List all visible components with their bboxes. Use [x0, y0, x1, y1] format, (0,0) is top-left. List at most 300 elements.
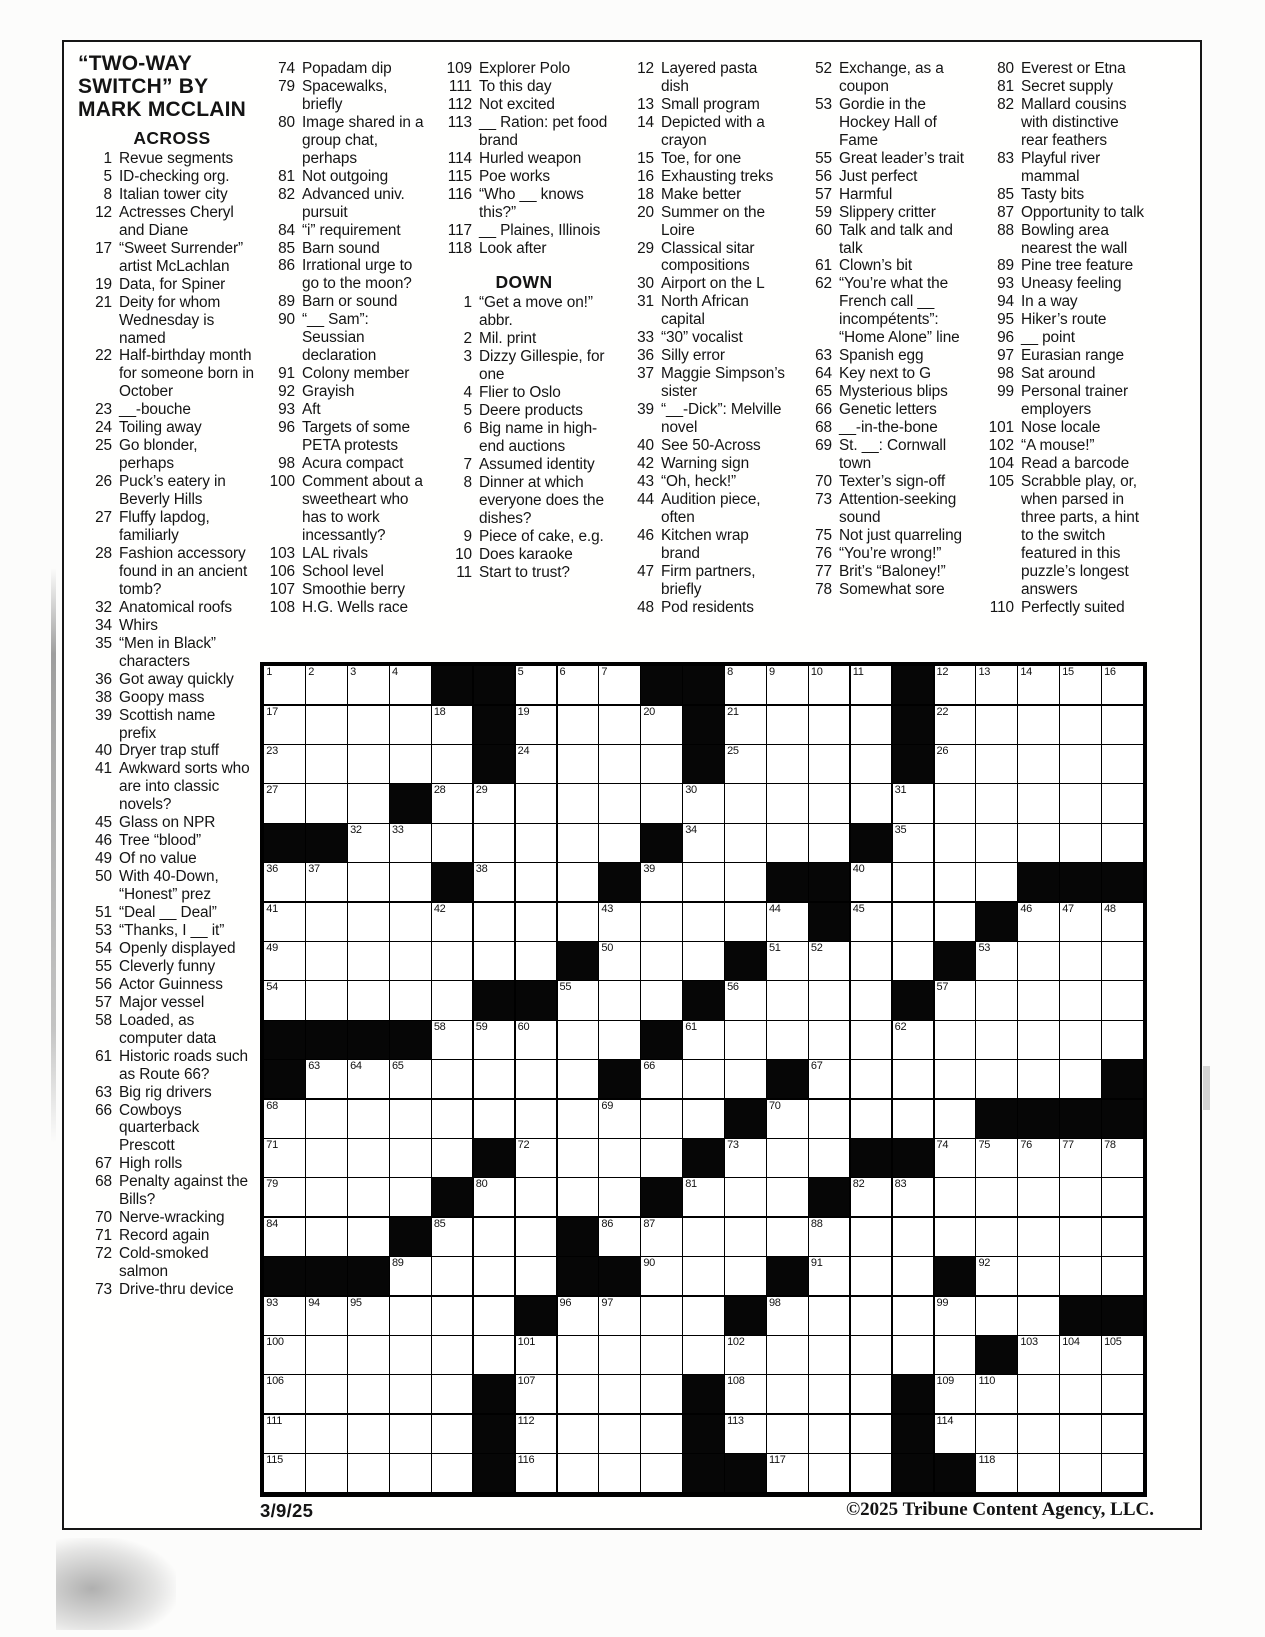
cell-r20c5[interactable] — [432, 1415, 473, 1453]
cell-r2c8[interactable] — [558, 706, 599, 744]
cell-r10c7[interactable] — [516, 1021, 557, 1059]
cell-r1c4[interactable] — [390, 666, 431, 704]
cell-r20c13[interactable] — [767, 1415, 808, 1453]
cell-r17c19[interactable] — [1018, 1297, 1059, 1335]
cell-r13c8[interactable] — [558, 1139, 599, 1177]
cell-r18c17[interactable] — [935, 1336, 976, 1374]
cell-r5c19[interactable] — [1018, 824, 1059, 862]
cell-r5c3[interactable] — [348, 824, 389, 862]
cell-r7c11[interactable] — [683, 903, 724, 941]
cell-r19c12[interactable] — [725, 1375, 766, 1413]
cell-r2c17[interactable] — [935, 706, 976, 744]
cell-r4c13[interactable] — [767, 784, 808, 822]
cell-r6c16[interactable] — [893, 863, 934, 901]
cell-r4c11[interactable] — [683, 784, 724, 822]
cell-r4c21[interactable] — [1102, 784, 1143, 822]
cell-r10c13[interactable] — [767, 1021, 808, 1059]
cell-r11c5[interactable] — [432, 1060, 473, 1098]
cell-r6c2[interactable] — [306, 863, 347, 901]
cell-r8c14[interactable] — [809, 942, 850, 980]
cell-r10c19[interactable] — [1018, 1021, 1059, 1059]
cell-r18c13[interactable] — [767, 1336, 808, 1374]
cell-r14c3[interactable] — [348, 1178, 389, 1216]
cell-r21c9[interactable] — [599, 1454, 640, 1492]
cell-r8c15[interactable] — [851, 942, 892, 980]
cell-r7c20[interactable] — [1060, 903, 1101, 941]
cell-r5c11[interactable] — [683, 824, 724, 862]
cell-r16c19[interactable] — [1018, 1257, 1059, 1295]
cell-r19c9[interactable] — [599, 1375, 640, 1413]
cell-r1c3[interactable] — [348, 666, 389, 704]
cell-r17c4[interactable] — [390, 1297, 431, 1335]
cell-r12c13[interactable] — [767, 1100, 808, 1138]
cell-r6c6[interactable] — [474, 863, 515, 901]
cell-r19c17[interactable] — [935, 1375, 976, 1413]
cell-r15c15[interactable] — [851, 1218, 892, 1256]
cell-r12c3[interactable] — [348, 1100, 389, 1138]
cell-r16c4[interactable] — [390, 1257, 431, 1295]
cell-r13c3[interactable] — [348, 1139, 389, 1177]
cell-r9c2[interactable] — [306, 981, 347, 1019]
cell-r18c7[interactable] — [516, 1336, 557, 1374]
cell-r3c12[interactable] — [725, 745, 766, 783]
cell-r21c4[interactable] — [390, 1454, 431, 1492]
cell-r21c19[interactable] — [1018, 1454, 1059, 1492]
cell-r12c2[interactable] — [306, 1100, 347, 1138]
cell-r4c9[interactable] — [599, 784, 640, 822]
cell-r4c16[interactable] — [893, 784, 934, 822]
cell-r19c20[interactable] — [1060, 1375, 1101, 1413]
cell-r17c8[interactable] — [558, 1297, 599, 1335]
cell-r15c14[interactable] — [809, 1218, 850, 1256]
cell-r13c21[interactable] — [1102, 1139, 1143, 1177]
cell-r8c10[interactable] — [641, 942, 682, 980]
cell-r11c15[interactable] — [851, 1060, 892, 1098]
cell-r5c21[interactable] — [1102, 824, 1143, 862]
cell-r18c2[interactable] — [306, 1336, 347, 1374]
cell-r6c8[interactable] — [558, 863, 599, 901]
cell-r14c1[interactable] — [264, 1178, 305, 1216]
cell-r11c17[interactable] — [935, 1060, 976, 1098]
cell-r9c14[interactable] — [809, 981, 850, 1019]
cell-r15c20[interactable] — [1060, 1218, 1101, 1256]
cell-r13c13[interactable] — [767, 1139, 808, 1177]
cell-r13c10[interactable] — [641, 1139, 682, 1177]
cell-r19c8[interactable] — [558, 1375, 599, 1413]
cell-r17c16[interactable] — [893, 1297, 934, 1335]
cell-r5c5[interactable] — [432, 824, 473, 862]
cell-r16c6[interactable] — [474, 1257, 515, 1295]
cell-r2c7[interactable] — [516, 706, 557, 744]
cell-r9c17[interactable] — [935, 981, 976, 1019]
cell-r1c7[interactable] — [516, 666, 557, 704]
cell-r10c17[interactable] — [935, 1021, 976, 1059]
cell-r3c3[interactable] — [348, 745, 389, 783]
cell-r5c9[interactable] — [599, 824, 640, 862]
cell-r17c3[interactable] — [348, 1297, 389, 1335]
cell-r16c12[interactable] — [725, 1257, 766, 1295]
cell-r18c5[interactable] — [432, 1336, 473, 1374]
cell-r7c3[interactable] — [348, 903, 389, 941]
cell-r4c15[interactable] — [851, 784, 892, 822]
cell-r4c17[interactable] — [935, 784, 976, 822]
cell-r7c15[interactable] — [851, 903, 892, 941]
cell-r10c16[interactable] — [893, 1021, 934, 1059]
cell-r19c13[interactable] — [767, 1375, 808, 1413]
cell-r7c6[interactable] — [474, 903, 515, 941]
cell-r21c3[interactable] — [348, 1454, 389, 1492]
cell-r6c18[interactable] — [976, 863, 1017, 901]
cell-r7c13[interactable] — [767, 903, 808, 941]
cell-r1c8[interactable] — [558, 666, 599, 704]
cell-r4c1[interactable] — [264, 784, 305, 822]
cell-r12c7[interactable] — [516, 1100, 557, 1138]
cell-r7c5[interactable] — [432, 903, 473, 941]
cell-r18c11[interactable] — [683, 1336, 724, 1374]
cell-r20c21[interactable] — [1102, 1415, 1143, 1453]
cell-r21c15[interactable] — [851, 1454, 892, 1492]
cell-r9c8[interactable] — [558, 981, 599, 1019]
cell-r10c14[interactable] — [809, 1021, 850, 1059]
cell-r12c11[interactable] — [683, 1100, 724, 1138]
cell-r14c9[interactable] — [599, 1178, 640, 1216]
cell-r13c5[interactable] — [432, 1139, 473, 1177]
cell-r1c19[interactable] — [1018, 666, 1059, 704]
cell-r3c19[interactable] — [1018, 745, 1059, 783]
cell-r18c21[interactable] — [1102, 1336, 1143, 1374]
cell-r12c1[interactable] — [264, 1100, 305, 1138]
cell-r1c12[interactable] — [725, 666, 766, 704]
cell-r5c4[interactable] — [390, 824, 431, 862]
cell-r17c6[interactable] — [474, 1297, 515, 1335]
cell-r8c13[interactable] — [767, 942, 808, 980]
cell-r16c15[interactable] — [851, 1257, 892, 1295]
cell-r18c12[interactable] — [725, 1336, 766, 1374]
cell-r13c7[interactable] — [516, 1139, 557, 1177]
cell-r3c2[interactable] — [306, 745, 347, 783]
cell-r4c8[interactable] — [558, 784, 599, 822]
cell-r3c18[interactable] — [976, 745, 1017, 783]
cell-r12c14[interactable] — [809, 1100, 850, 1138]
cell-r21c18[interactable] — [976, 1454, 1017, 1492]
cell-r14c6[interactable] — [474, 1178, 515, 1216]
cell-r18c20[interactable] — [1060, 1336, 1101, 1374]
cell-r2c9[interactable] — [599, 706, 640, 744]
cell-r3c17[interactable] — [935, 745, 976, 783]
cell-r5c16[interactable] — [893, 824, 934, 862]
cell-r21c14[interactable] — [809, 1454, 850, 1492]
cell-r8c5[interactable] — [432, 942, 473, 980]
cell-r15c1[interactable] — [264, 1218, 305, 1256]
cell-r6c12[interactable] — [725, 863, 766, 901]
cell-r17c14[interactable] — [809, 1297, 850, 1335]
cell-r14c18[interactable] — [976, 1178, 1017, 1216]
cell-r19c21[interactable] — [1102, 1375, 1143, 1413]
cell-r16c5[interactable] — [432, 1257, 473, 1295]
cell-r5c14[interactable] — [809, 824, 850, 862]
cell-r2c4[interactable] — [390, 706, 431, 744]
cell-r4c7[interactable] — [516, 784, 557, 822]
cell-r18c15[interactable] — [851, 1336, 892, 1374]
cell-r8c20[interactable] — [1060, 942, 1101, 980]
cell-r2c15[interactable] — [851, 706, 892, 744]
cell-r7c16[interactable] — [893, 903, 934, 941]
cell-r9c18[interactable] — [976, 981, 1017, 1019]
cell-r9c20[interactable] — [1060, 981, 1101, 1019]
cell-r16c21[interactable] — [1102, 1257, 1143, 1295]
cell-r6c17[interactable] — [935, 863, 976, 901]
cell-r6c1[interactable] — [264, 863, 305, 901]
cell-r15c13[interactable] — [767, 1218, 808, 1256]
cell-r3c4[interactable] — [390, 745, 431, 783]
cell-r10c9[interactable] — [599, 1021, 640, 1059]
cell-r11c6[interactable] — [474, 1060, 515, 1098]
cell-r18c16[interactable] — [893, 1336, 934, 1374]
cell-r9c15[interactable] — [851, 981, 892, 1019]
cell-r15c19[interactable] — [1018, 1218, 1059, 1256]
cell-r19c10[interactable] — [641, 1375, 682, 1413]
cell-r4c6[interactable] — [474, 784, 515, 822]
cell-r6c15[interactable] — [851, 863, 892, 901]
cell-r8c19[interactable] — [1018, 942, 1059, 980]
cell-r1c17[interactable] — [935, 666, 976, 704]
cell-r16c14[interactable] — [809, 1257, 850, 1295]
cell-r8c2[interactable] — [306, 942, 347, 980]
cell-r21c1[interactable] — [264, 1454, 305, 1492]
cell-r4c14[interactable] — [809, 784, 850, 822]
cell-r8c6[interactable] — [474, 942, 515, 980]
cell-r15c9[interactable] — [599, 1218, 640, 1256]
cell-r10c5[interactable] — [432, 1021, 473, 1059]
cell-r5c17[interactable] — [935, 824, 976, 862]
cell-r14c11[interactable] — [683, 1178, 724, 1216]
cell-r12c5[interactable] — [432, 1100, 473, 1138]
cell-r12c10[interactable] — [641, 1100, 682, 1138]
cell-r2c5[interactable] — [432, 706, 473, 744]
cell-r6c11[interactable] — [683, 863, 724, 901]
cell-r13c12[interactable] — [725, 1139, 766, 1177]
cell-r1c21[interactable] — [1102, 666, 1143, 704]
cell-r1c1[interactable] — [264, 666, 305, 704]
cell-r14c21[interactable] — [1102, 1178, 1143, 1216]
cell-r7c17[interactable] — [935, 903, 976, 941]
cell-r7c10[interactable] — [641, 903, 682, 941]
cell-r15c5[interactable] — [432, 1218, 473, 1256]
cell-r5c18[interactable] — [976, 824, 1017, 862]
cell-r3c15[interactable] — [851, 745, 892, 783]
cell-r17c1[interactable] — [264, 1297, 305, 1335]
cell-r14c4[interactable] — [390, 1178, 431, 1216]
cell-r12c9[interactable] — [599, 1100, 640, 1138]
cell-r4c18[interactable] — [976, 784, 1017, 822]
cell-r15c21[interactable] — [1102, 1218, 1143, 1256]
cell-r11c20[interactable] — [1060, 1060, 1101, 1098]
cell-r18c10[interactable] — [641, 1336, 682, 1374]
cell-r11c8[interactable] — [558, 1060, 599, 1098]
cell-r19c18[interactable] — [976, 1375, 1017, 1413]
cell-r4c5[interactable] — [432, 784, 473, 822]
cell-r17c5[interactable] — [432, 1297, 473, 1335]
cell-r9c10[interactable] — [641, 981, 682, 1019]
cell-r17c2[interactable] — [306, 1297, 347, 1335]
cell-r20c3[interactable] — [348, 1415, 389, 1453]
cell-r8c7[interactable] — [516, 942, 557, 980]
cell-r16c18[interactable] — [976, 1257, 1017, 1295]
cell-r9c1[interactable] — [264, 981, 305, 1019]
cell-r7c21[interactable] — [1102, 903, 1143, 941]
cell-r5c12[interactable] — [725, 824, 766, 862]
cell-r3c14[interactable] — [809, 745, 850, 783]
cell-r15c18[interactable] — [976, 1218, 1017, 1256]
cell-r3c8[interactable] — [558, 745, 599, 783]
cell-r5c6[interactable] — [474, 824, 515, 862]
cell-r15c10[interactable] — [641, 1218, 682, 1256]
cell-r8c1[interactable] — [264, 942, 305, 980]
cell-r11c3[interactable] — [348, 1060, 389, 1098]
cell-r13c17[interactable] — [935, 1139, 976, 1177]
cell-r19c19[interactable] — [1018, 1375, 1059, 1413]
cell-r20c8[interactable] — [558, 1415, 599, 1453]
cell-r11c19[interactable] — [1018, 1060, 1059, 1098]
cell-r20c10[interactable] — [641, 1415, 682, 1453]
cell-r2c21[interactable] — [1102, 706, 1143, 744]
cell-r9c4[interactable] — [390, 981, 431, 1019]
cell-r7c7[interactable] — [516, 903, 557, 941]
cell-r15c3[interactable] — [348, 1218, 389, 1256]
cell-r3c5[interactable] — [432, 745, 473, 783]
cell-r14c2[interactable] — [306, 1178, 347, 1216]
cell-r2c19[interactable] — [1018, 706, 1059, 744]
cell-r18c8[interactable] — [558, 1336, 599, 1374]
cell-r9c13[interactable] — [767, 981, 808, 1019]
cell-r21c7[interactable] — [516, 1454, 557, 1492]
cell-r2c18[interactable] — [976, 706, 1017, 744]
cell-r16c10[interactable] — [641, 1257, 682, 1295]
cell-r8c11[interactable] — [683, 942, 724, 980]
cell-r11c2[interactable] — [306, 1060, 347, 1098]
cell-r18c1[interactable] — [264, 1336, 305, 1374]
cell-r18c19[interactable] — [1018, 1336, 1059, 1374]
cell-r7c9[interactable] — [599, 903, 640, 941]
cell-r9c5[interactable] — [432, 981, 473, 1019]
cell-r6c10[interactable] — [641, 863, 682, 901]
cell-r9c9[interactable] — [599, 981, 640, 1019]
cell-r8c3[interactable] — [348, 942, 389, 980]
cell-r19c5[interactable] — [432, 1375, 473, 1413]
cell-r3c21[interactable] — [1102, 745, 1143, 783]
cell-r5c20[interactable] — [1060, 824, 1101, 862]
cell-r17c9[interactable] — [599, 1297, 640, 1335]
cell-r1c2[interactable] — [306, 666, 347, 704]
cell-r6c7[interactable] — [516, 863, 557, 901]
cell-r6c4[interactable] — [390, 863, 431, 901]
cell-r7c2[interactable] — [306, 903, 347, 941]
cell-r15c6[interactable] — [474, 1218, 515, 1256]
cell-r6c3[interactable] — [348, 863, 389, 901]
cell-r8c16[interactable] — [893, 942, 934, 980]
cell-r13c9[interactable] — [599, 1139, 640, 1177]
cell-r12c8[interactable] — [558, 1100, 599, 1138]
cell-r12c16[interactable] — [893, 1100, 934, 1138]
cell-r15c11[interactable] — [683, 1218, 724, 1256]
cell-r15c16[interactable] — [893, 1218, 934, 1256]
cell-r13c18[interactable] — [976, 1139, 1017, 1177]
cell-r20c1[interactable] — [264, 1415, 305, 1453]
cell-r4c10[interactable] — [641, 784, 682, 822]
cell-r10c12[interactable] — [725, 1021, 766, 1059]
cell-r20c17[interactable] — [935, 1415, 976, 1453]
cell-r4c20[interactable] — [1060, 784, 1101, 822]
cell-r17c10[interactable] — [641, 1297, 682, 1335]
cell-r9c12[interactable] — [725, 981, 766, 1019]
cell-r20c14[interactable] — [809, 1415, 850, 1453]
cell-r9c3[interactable] — [348, 981, 389, 1019]
cell-r1c18[interactable] — [976, 666, 1017, 704]
cell-r14c16[interactable] — [893, 1178, 934, 1216]
cell-r10c18[interactable] — [976, 1021, 1017, 1059]
cell-r15c7[interactable] — [516, 1218, 557, 1256]
cell-r4c19[interactable] — [1018, 784, 1059, 822]
cell-r11c16[interactable] — [893, 1060, 934, 1098]
cell-r21c21[interactable] — [1102, 1454, 1143, 1492]
cell-r7c4[interactable] — [390, 903, 431, 941]
cell-r17c15[interactable] — [851, 1297, 892, 1335]
cell-r17c17[interactable] — [935, 1297, 976, 1335]
cell-r16c11[interactable] — [683, 1257, 724, 1295]
cell-r20c19[interactable] — [1018, 1415, 1059, 1453]
cell-r18c4[interactable] — [390, 1336, 431, 1374]
cell-r14c12[interactable] — [725, 1178, 766, 1216]
cell-r9c21[interactable] — [1102, 981, 1143, 1019]
cell-r13c4[interactable] — [390, 1139, 431, 1177]
cell-r1c15[interactable] — [851, 666, 892, 704]
cell-r3c7[interactable] — [516, 745, 557, 783]
cell-r5c7[interactable] — [516, 824, 557, 862]
cell-r12c17[interactable] — [935, 1100, 976, 1138]
cell-r19c3[interactable] — [348, 1375, 389, 1413]
cell-r20c7[interactable] — [516, 1415, 557, 1453]
cell-r13c2[interactable] — [306, 1139, 347, 1177]
cell-r17c11[interactable] — [683, 1297, 724, 1335]
cell-r21c10[interactable] — [641, 1454, 682, 1492]
cell-r19c7[interactable] — [516, 1375, 557, 1413]
cell-r11c18[interactable] — [976, 1060, 1017, 1098]
cell-r1c13[interactable] — [767, 666, 808, 704]
cell-r10c11[interactable] — [683, 1021, 724, 1059]
cell-r3c13[interactable] — [767, 745, 808, 783]
cell-r15c12[interactable] — [725, 1218, 766, 1256]
cell-r10c15[interactable] — [851, 1021, 892, 1059]
cell-r13c20[interactable] — [1060, 1139, 1101, 1177]
cell-r11c10[interactable] — [641, 1060, 682, 1098]
cell-r20c9[interactable] — [599, 1415, 640, 1453]
cell-r19c4[interactable] — [390, 1375, 431, 1413]
cell-r4c2[interactable] — [306, 784, 347, 822]
cell-r18c6[interactable] — [474, 1336, 515, 1374]
cell-r18c9[interactable] — [599, 1336, 640, 1374]
cell-r8c18[interactable] — [976, 942, 1017, 980]
cell-r17c18[interactable] — [976, 1297, 1017, 1335]
cell-r10c6[interactable] — [474, 1021, 515, 1059]
cell-r7c8[interactable] — [558, 903, 599, 941]
cell-r20c18[interactable] — [976, 1415, 1017, 1453]
cell-r11c12[interactable] — [725, 1060, 766, 1098]
cell-r21c13[interactable] — [767, 1454, 808, 1492]
cell-r18c14[interactable] — [809, 1336, 850, 1374]
cell-r2c13[interactable] — [767, 706, 808, 744]
cell-r10c20[interactable] — [1060, 1021, 1101, 1059]
cell-r18c3[interactable] — [348, 1336, 389, 1374]
